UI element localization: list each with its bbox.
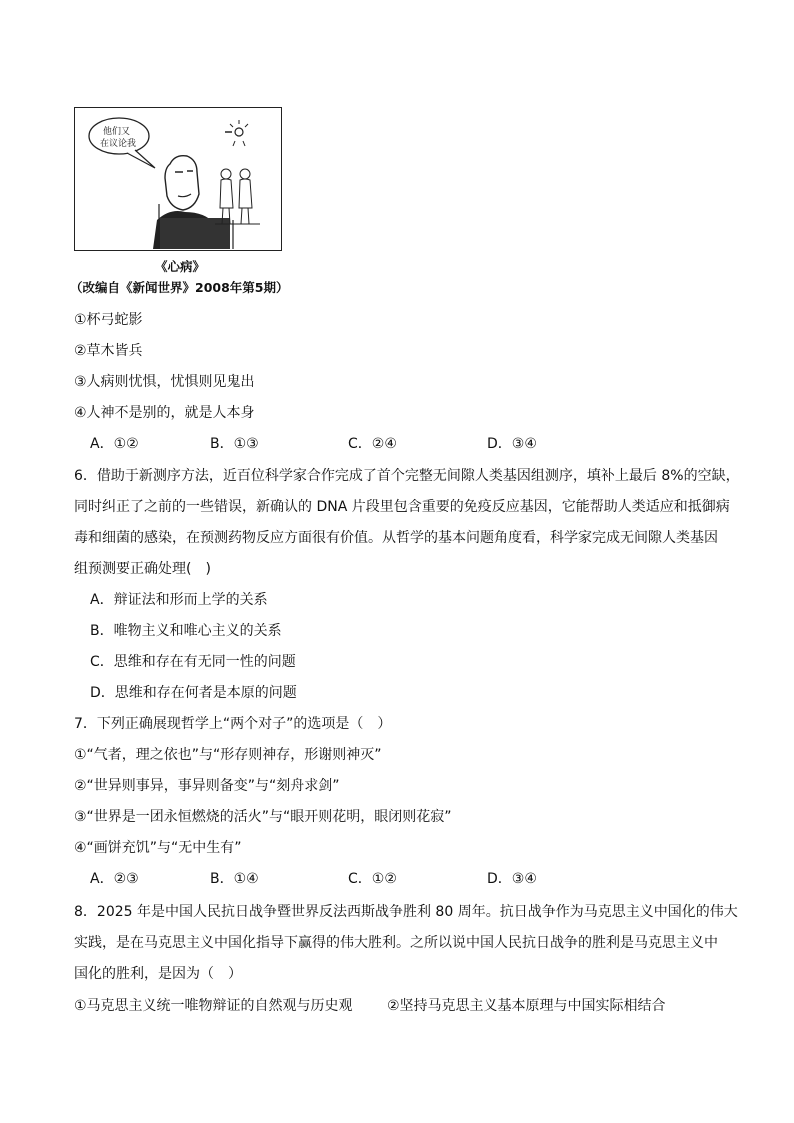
q6-stem-line-3: 毒和细菌的感染，在预测药物反应方面很有价值。从哲学的基本问题角度看，科学家完成无间隙人类基因 <box>74 530 718 546</box>
q5-item-1: ①杯弓蛇影 <box>74 312 143 328</box>
q7-option-a[interactable]: A．②③ <box>90 871 139 887</box>
q7-item-1: ①“气者，理之依也”与“形存则神存，形谢则神灭” <box>74 747 382 763</box>
cartoon-drawing <box>75 108 280 249</box>
q7-stem: 7．下列正确展现哲学上“两个对子”的选项是（ ） <box>74 716 392 732</box>
q8-item-1: ①马克思主义统一唯物辩证的自然观与历史观 <box>74 998 353 1014</box>
q8-stem-line-3: 国化的胜利，是因为（ ） <box>74 966 242 982</box>
q7-item-4: ④“画饼充饥”与“无中生有” <box>74 840 242 856</box>
q5-option-b[interactable]: B．①③ <box>210 436 259 452</box>
q8-stem-line-1: 8．2025 年是中国人民抗日战争暨世界反法西斯战争胜利 80 周年。抗日战争作为马克思主义中国化的伟大 <box>74 904 738 920</box>
q8-stem-line-2: 实践，是在马克思主义中国化指导下赢得的伟大胜利。之所以说中国人民抗日战争的胜利是马克思主义中 <box>74 935 718 951</box>
q7-option-c[interactable]: C．①② <box>348 871 397 887</box>
q7-option-b[interactable]: B．①④ <box>210 871 259 887</box>
cartoon-caption-title: 《心病》 <box>155 259 206 274</box>
q5-option-c[interactable]: C．②④ <box>348 436 397 452</box>
q5-option-d[interactable]: D．③④ <box>487 436 537 452</box>
q6-option-a[interactable]: A．辩证法和形而上学的关系 <box>90 592 268 608</box>
q7-item-2: ②“世异则事异，事异则备变”与“刻舟求剑” <box>74 778 340 794</box>
q6-stem-line-1: 6．借助于新测序方法，近百位科学家合作完成了首个完整无间隙人类基因组测序，填补上最后 8%的空缺， <box>74 468 740 484</box>
q5-option-a[interactable]: A．①② <box>90 436 139 452</box>
q7-option-d[interactable]: D．③④ <box>487 871 537 887</box>
q6-option-c[interactable]: C．思维和存在有无同一性的问题 <box>90 654 296 670</box>
cartoon-image <box>74 107 282 251</box>
q5-item-4: ④人神不是别的，就是人本身 <box>74 405 255 421</box>
speech-line-2: 在议论我 <box>100 139 137 149</box>
q8-item-2: ②坚持马克思主义基本原理与中国实际相结合 <box>387 998 666 1014</box>
q6-option-d[interactable]: D．思维和存在何者是本原的问题 <box>90 685 297 701</box>
q5-item-2: ②草木皆兵 <box>74 343 143 359</box>
q6-stem-line-2: 同时纠正了之前的一些错误，新确认的 DNA 片段里包含重要的免疫反应基因，它能帮助人类适应和抵御病 <box>74 499 730 515</box>
q6-option-b[interactable]: B．唯物主义和唯心主义的关系 <box>90 623 282 639</box>
q5-item-3: ③人病则忧惧，忧惧则见鬼出 <box>74 374 255 390</box>
q7-item-3: ③“世界是一团永恒燃烧的活火”与“眼开则花明，眼闭则花寂” <box>74 809 452 825</box>
speech-line-1: 他们又 <box>103 127 131 137</box>
cartoon-caption-source: （改编自《新闻世界》2008年第5期） <box>70 280 289 295</box>
q6-stem-line-4: 组预测要正确处理( ) <box>74 561 211 577</box>
